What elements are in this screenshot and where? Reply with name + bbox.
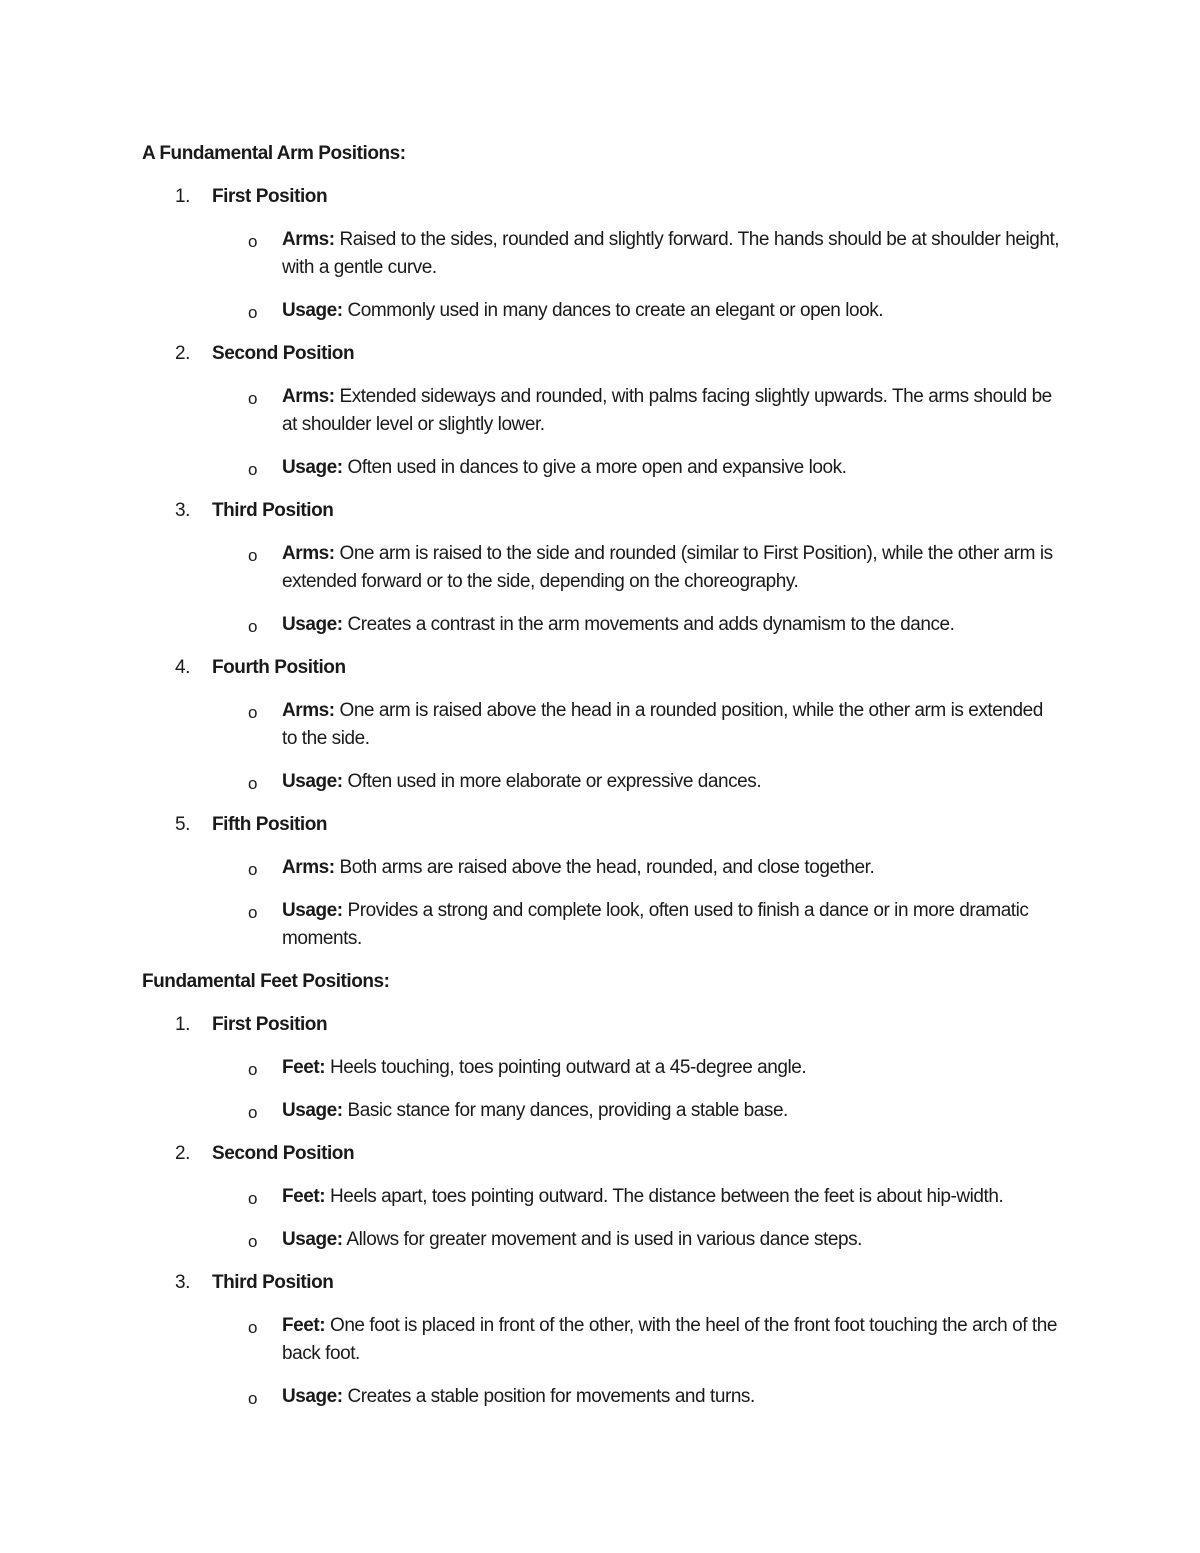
bullet-marker: o <box>248 1318 258 1337</box>
item-title: First Position <box>212 186 328 207</box>
item-number: 2. <box>175 1143 190 1164</box>
bullet-body: Extended sideways and rounded, with palms facing slightly upwards. The arms should be at shoulder level or slightly lower. <box>282 386 1052 435</box>
bullet-body: One arm is raised above the head in a rounded position, while the other arm is extended to the side. <box>282 700 1043 749</box>
list-item <box>142 697 1072 753</box>
list-item <box>142 611 1072 639</box>
bullet-label: Usage: <box>282 771 343 792</box>
bullet-body: One foot is placed in front of the other, with the heel of the front foot touching the arch of the back foot. <box>282 1315 1057 1364</box>
bullet-marker: o <box>248 903 258 922</box>
bullet-label: Feet: <box>282 1057 326 1078</box>
list-item <box>142 1183 1072 1211</box>
document-page <box>142 140 1072 1426</box>
bullet-marker: o <box>248 460 258 479</box>
item-title: First Position <box>212 1014 328 1035</box>
feet-section-heading: Fundamental Feet Positions: <box>142 971 390 992</box>
list-item <box>142 454 1072 482</box>
bullet-body: Creates a contrast in the arm movements and adds dynamism to the dance. <box>342 614 955 635</box>
bullet-body: Allows for greater movement and is used in various dance steps. <box>342 1229 862 1250</box>
bullet-marker: o <box>248 232 258 251</box>
bullet-marker: o <box>248 1189 258 1208</box>
bullet-body: Creates a stable position for movements and turns. <box>342 1386 755 1407</box>
bullet-body: Both arms are raised above the head, rounded, and close together. <box>334 857 875 878</box>
bullet-label: Feet: <box>282 1186 326 1207</box>
item-title: Second Position <box>212 1143 355 1164</box>
bullet-body: Heels touching, toes pointing outward at a 45-degree angle. <box>325 1057 807 1078</box>
item-title: Fourth Position <box>212 657 346 678</box>
list-item <box>142 1226 1072 1254</box>
item-number: 4. <box>175 657 190 678</box>
list-item <box>142 768 1072 796</box>
bullet-marker: o <box>248 303 258 322</box>
bullet-marker: o <box>248 389 258 408</box>
list-item <box>142 226 1072 282</box>
bullet-label: Arms: <box>282 543 335 564</box>
bullet-body: Commonly used in many dances to create an elegant or open look. <box>342 300 884 321</box>
item-number: 3. <box>175 1272 190 1293</box>
bullet-body: Basic stance for many dances, providing a stable base. <box>342 1100 788 1121</box>
arm-item-1 <box>142 183 1072 325</box>
bullet-body: Often used in more elaborate or expressive dances. <box>342 771 762 792</box>
item-number: 1. <box>175 186 190 207</box>
item-number: 1. <box>175 1014 190 1035</box>
bullet-label: Usage: <box>282 1229 343 1250</box>
bullet-label: Arms: <box>282 700 335 721</box>
list-item <box>142 897 1072 953</box>
bullet-body: Raised to the sides, rounded and slightly forward. The hands should be at shoulder height, with a gentle curve. <box>282 229 1060 278</box>
bullet-body: Heels apart, toes pointing outward. The distance between the feet is about hip-width. <box>325 1186 1004 1207</box>
item-title: Fifth Position <box>212 814 328 835</box>
bullet-marker: o <box>248 617 258 636</box>
bullet-label: Usage: <box>282 900 343 921</box>
bullet-label: Usage: <box>282 1100 343 1121</box>
item-number: 5. <box>175 814 190 835</box>
bullet-label: Usage: <box>282 300 343 321</box>
bullet-marker: o <box>248 1232 258 1251</box>
bullet-marker: o <box>248 703 258 722</box>
list-item <box>142 1383 1072 1411</box>
bullet-label: Arms: <box>282 386 335 407</box>
bullet-marker: o <box>248 1103 258 1122</box>
list-item <box>142 297 1072 325</box>
bullet-marker: o <box>248 1060 258 1079</box>
item-number: 2. <box>175 343 190 364</box>
bullet-label: Arms: <box>282 229 335 250</box>
list-item <box>142 1097 1072 1125</box>
bullet-label: Arms: <box>282 857 335 878</box>
arm-section-heading: A Fundamental Arm Positions: <box>142 143 406 164</box>
bullet-label: Usage: <box>282 1386 343 1407</box>
feet-item-3 <box>142 1269 1072 1411</box>
list-item <box>142 540 1072 596</box>
bullet-marker: o <box>248 546 258 565</box>
arm-item-4 <box>142 654 1072 796</box>
feet-item-1 <box>142 1011 1072 1125</box>
item-title: Second Position <box>212 343 355 364</box>
arm-item-3 <box>142 497 1072 639</box>
bullet-body: Often used in dances to give a more open and expansive look. <box>342 457 847 478</box>
arm-item-2 <box>142 340 1072 482</box>
item-title: Third Position <box>212 500 334 521</box>
bullet-body: One arm is raised to the side and rounded (similar to First Position), while the other arm is extended forward or to the side, depending on the choreography. <box>282 543 1053 592</box>
bullet-body: Provides a strong and complete look, often used to finish a dance or in more dramatic moments. <box>282 900 1029 949</box>
bullet-label: Usage: <box>282 614 343 635</box>
list-item <box>142 1312 1072 1368</box>
arm-item-5 <box>142 811 1072 953</box>
list-item <box>142 854 1072 882</box>
item-title: Third Position <box>212 1272 334 1293</box>
item-number: 3. <box>175 500 190 521</box>
list-item <box>142 1054 1072 1082</box>
bullet-label: Feet: <box>282 1315 326 1336</box>
bullet-marker: o <box>248 860 258 879</box>
list-item <box>142 383 1072 439</box>
feet-item-2 <box>142 1140 1072 1254</box>
bullet-marker: o <box>248 1389 258 1408</box>
bullet-marker: o <box>248 774 258 793</box>
bullet-label: Usage: <box>282 457 343 478</box>
